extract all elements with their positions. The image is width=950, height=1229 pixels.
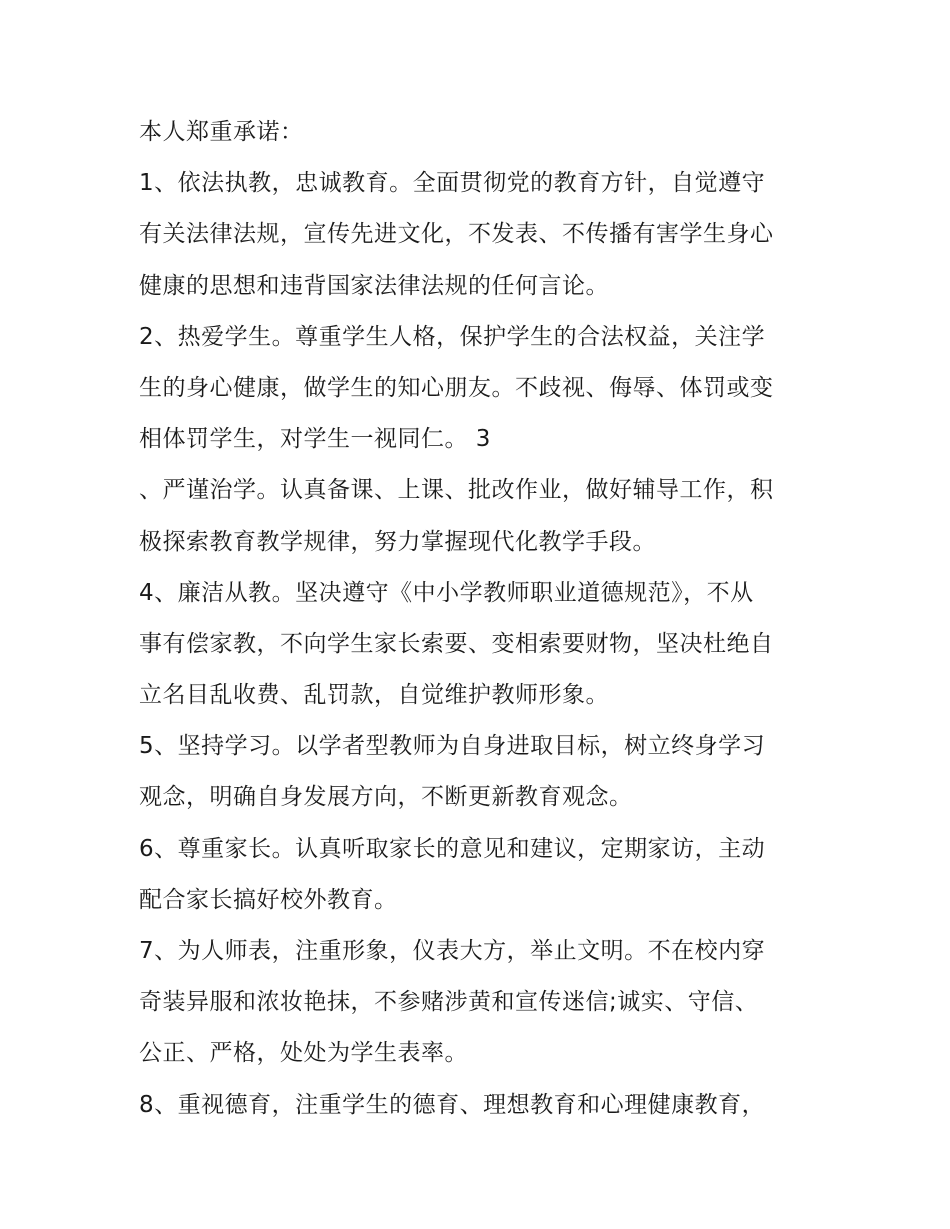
text-line: 6、尊重家长。认真听取家长的意见和建议，定期家访，主动 [139, 835, 766, 862]
text-line: 5、坚持学习。以学者型教师为自身进取目标，树立终身学习 [139, 733, 766, 760]
text-line: 4、廉洁从教。坚决遵守《中小学教师职业道德规范》，不从 [139, 579, 754, 606]
text-line: 观念，明确自身发展方向，不断更新教育观念。 [139, 784, 633, 811]
text-line: 2、热爱学生。尊重学生人格，保护学生的合法权益，关注学 [139, 323, 766, 350]
text-line: 相体罚学生，对学生一视同仁。 3 [139, 426, 491, 453]
text-line: 配合家长搞好校外教育。 [139, 886, 398, 913]
text-line: 健康的思想和违背国家法律法规的任何言论。 [139, 272, 609, 299]
text-line: 8、重视德育，注重学生的德育、理想教育和心理健康教育， [139, 1091, 766, 1118]
text-line: 生的身心健康，做学生的知心朋友。不歧视、侮辱、体罚或变 [139, 374, 774, 401]
text-line: 立名目乱收费、乱罚款，自觉维护教师形象。 [139, 682, 609, 709]
document-body [139, 107, 829, 1131]
text-line: 公正、严格，处处为学生表率。 [139, 1040, 468, 1067]
text-line: 、严谨治学。认真备课、上课、批改作业，做好辅导工作，积 [139, 477, 774, 504]
text-line: 7、为人师表，注重形象，仪表大方，举止文明。不在校内穿 [139, 938, 766, 964]
text-line: 1、依法执教，忠诚教育。全面贯彻党的教育方针，自觉遵守 [139, 170, 766, 197]
text-line: 极探索教育教学规律，努力掌握现代化教学手段。 [139, 528, 656, 555]
text-line: 本人郑重承诺： [139, 119, 304, 145]
text-line: 事有偿家教，不向学生家长索要、变相索要财物，坚决杜绝自 [139, 630, 774, 657]
text-line: 有关法律法规，宣传先进文化，不发表、不传播有害学生身心 [139, 221, 774, 248]
text-line: 奇装异服和浓妆艳抹，不参赌涉黄和宣传迷信;诚实、守信、 [139, 989, 759, 1016]
